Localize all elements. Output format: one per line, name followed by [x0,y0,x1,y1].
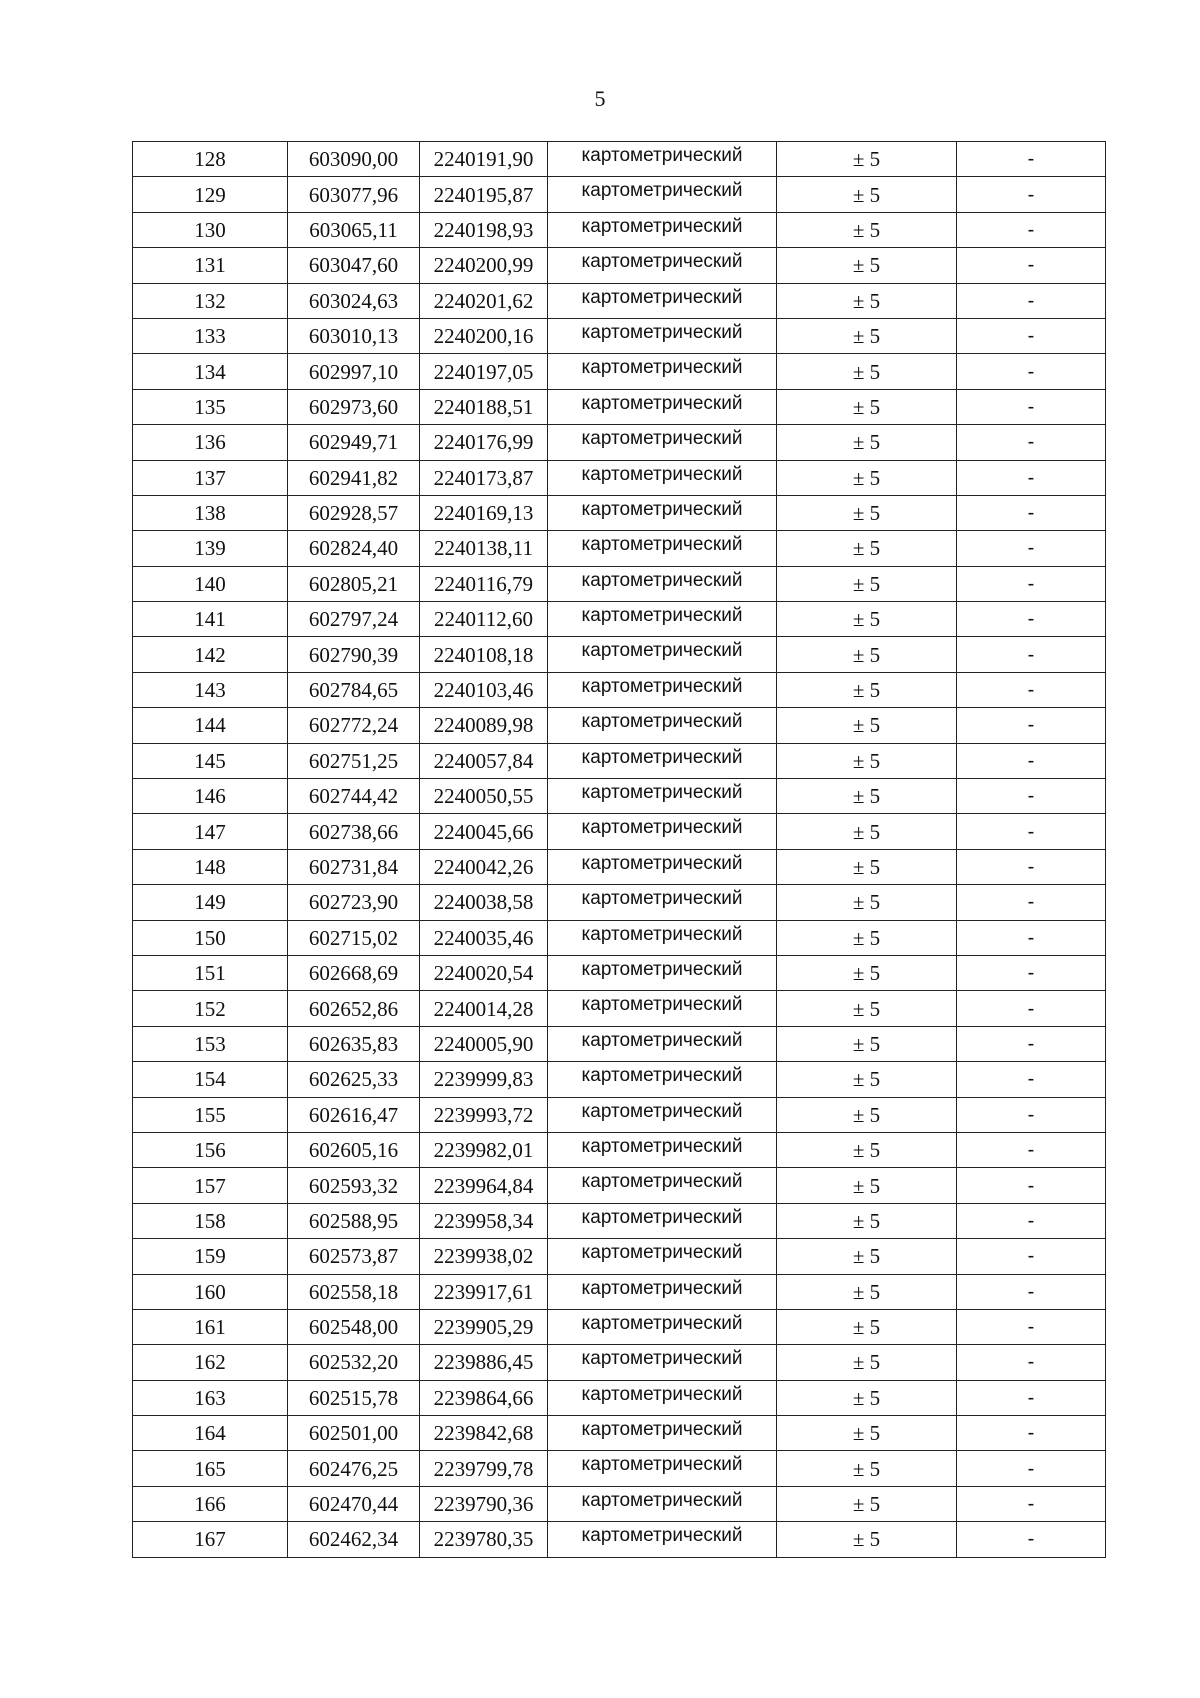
table-row [133,1097,1106,1132]
method-cell: картометрический [548,531,777,566]
method-cell: картометрический [548,849,777,884]
description-cell: - [957,885,1106,920]
table-row [133,814,1106,849]
table-row [133,212,1106,247]
table-row [133,991,1106,1026]
method-cell: картометрический [548,991,777,1026]
x-coordinate-cell: 603090,00 [288,142,420,177]
accuracy-cell: ± 5 [777,1097,957,1132]
y-coordinate-cell: 2240200,16 [420,318,548,353]
y-coordinate-cell: 2240116,79 [420,566,548,601]
method-cell: картометрический [548,212,777,247]
accuracy-cell: ± 5 [777,460,957,495]
point-number-cell: 167 [133,1522,288,1557]
description-cell: - [957,566,1106,601]
accuracy-cell: ± 5 [777,177,957,212]
description-cell: - [957,389,1106,424]
method-cell: картометрический [548,1345,777,1380]
method-cell: картометрический [548,318,777,353]
x-coordinate-cell: 602588,95 [288,1203,420,1238]
method-cell: картометрический [548,389,777,424]
table-row [133,1062,1106,1097]
point-number-cell: 128 [133,142,288,177]
y-coordinate-cell: 2240200,99 [420,248,548,283]
method-cell: картометрический [548,1239,777,1274]
point-number-cell: 131 [133,248,288,283]
accuracy-cell: ± 5 [777,602,957,637]
method-cell: картометрический [548,495,777,530]
accuracy-cell: ± 5 [777,1203,957,1238]
y-coordinate-cell: 2240176,99 [420,425,548,460]
y-coordinate-cell: 2239886,45 [420,1345,548,1380]
x-coordinate-cell: 603065,11 [288,212,420,247]
method-cell: картометрический [548,177,777,212]
x-coordinate-cell: 602625,33 [288,1062,420,1097]
table-row [133,283,1106,318]
method-cell: картометрический [548,1486,777,1521]
accuracy-cell: ± 5 [777,1522,957,1557]
table-row [133,955,1106,990]
x-coordinate-cell: 602744,42 [288,779,420,814]
table-row [133,566,1106,601]
y-coordinate-cell: 2239842,68 [420,1416,548,1451]
y-coordinate-cell: 2239799,78 [420,1451,548,1486]
x-coordinate-cell: 602573,87 [288,1239,420,1274]
point-number-cell: 159 [133,1239,288,1274]
accuracy-cell: ± 5 [777,991,957,1026]
y-coordinate-cell: 2240038,58 [420,885,548,920]
x-coordinate-cell: 602462,34 [288,1522,420,1557]
y-coordinate-cell: 2239982,01 [420,1132,548,1167]
description-cell: - [957,779,1106,814]
x-coordinate-cell: 602784,65 [288,672,420,707]
point-number-cell: 158 [133,1203,288,1238]
method-cell: картометрический [548,1132,777,1167]
accuracy-cell: ± 5 [777,849,957,884]
y-coordinate-cell: 2239864,66 [420,1380,548,1415]
y-coordinate-cell: 2240191,90 [420,142,548,177]
table-row [133,1416,1106,1451]
y-coordinate-cell: 2240195,87 [420,177,548,212]
x-coordinate-cell: 602652,86 [288,991,420,1026]
accuracy-cell: ± 5 [777,743,957,778]
y-coordinate-cell: 2240108,18 [420,637,548,672]
x-coordinate-cell: 602635,83 [288,1026,420,1061]
point-number-cell: 156 [133,1132,288,1167]
accuracy-cell: ± 5 [777,248,957,283]
description-cell: - [957,1097,1106,1132]
point-number-cell: 141 [133,602,288,637]
x-coordinate-cell: 602593,32 [288,1168,420,1203]
point-number-cell: 138 [133,495,288,530]
point-number-cell: 164 [133,1416,288,1451]
y-coordinate-cell: 2239993,72 [420,1097,548,1132]
x-coordinate-cell: 603077,96 [288,177,420,212]
description-cell: - [957,1380,1106,1415]
method-cell: картометрический [548,955,777,990]
point-number-cell: 162 [133,1345,288,1380]
description-cell: - [957,602,1106,637]
point-number-cell: 165 [133,1451,288,1486]
table-row [133,885,1106,920]
point-number-cell: 150 [133,920,288,955]
point-number-cell: 154 [133,1062,288,1097]
accuracy-cell: ± 5 [777,955,957,990]
method-cell: картометрический [548,672,777,707]
method-cell: картометрический [548,248,777,283]
method-cell: картометрический [548,708,777,743]
x-coordinate-cell: 602723,90 [288,885,420,920]
point-number-cell: 157 [133,1168,288,1203]
point-number-cell: 136 [133,425,288,460]
table-row [133,637,1106,672]
description-cell: - [957,1309,1106,1344]
accuracy-cell: ± 5 [777,1239,957,1274]
x-coordinate-cell: 602738,66 [288,814,420,849]
coordinates-table [132,141,1106,1558]
point-number-cell: 166 [133,1486,288,1521]
x-coordinate-cell: 602790,39 [288,637,420,672]
x-coordinate-cell: 602616,47 [288,1097,420,1132]
description-cell: - [957,1062,1106,1097]
point-number-cell: 133 [133,318,288,353]
point-number-cell: 144 [133,708,288,743]
description-cell: - [957,1522,1106,1557]
table-row [133,1522,1106,1557]
accuracy-cell: ± 5 [777,708,957,743]
description-cell: - [957,1132,1106,1167]
y-coordinate-cell: 2239999,83 [420,1062,548,1097]
description-cell: - [957,708,1106,743]
point-number-cell: 152 [133,991,288,1026]
method-cell: картометрический [548,1309,777,1344]
x-coordinate-cell: 602772,24 [288,708,420,743]
x-coordinate-cell: 602751,25 [288,743,420,778]
coordinates-table-body [133,142,1106,1558]
x-coordinate-cell: 602548,00 [288,1309,420,1344]
method-cell: картометрический [548,743,777,778]
method-cell: картометрический [548,425,777,460]
y-coordinate-cell: 2240188,51 [420,389,548,424]
point-number-cell: 134 [133,354,288,389]
description-cell: - [957,425,1106,460]
description-cell: - [957,1486,1106,1521]
method-cell: картометрический [548,566,777,601]
description-cell: - [957,177,1106,212]
description-cell: - [957,354,1106,389]
y-coordinate-cell: 2240005,90 [420,1026,548,1061]
description-cell: - [957,955,1106,990]
accuracy-cell: ± 5 [777,1274,957,1309]
y-coordinate-cell: 2240057,84 [420,743,548,778]
accuracy-cell: ± 5 [777,566,957,601]
y-coordinate-cell: 2240169,13 [420,495,548,530]
point-number-cell: 155 [133,1097,288,1132]
point-number-cell: 148 [133,849,288,884]
table-row [133,1203,1106,1238]
point-number-cell: 161 [133,1309,288,1344]
y-coordinate-cell: 2240173,87 [420,460,548,495]
point-number-cell: 160 [133,1274,288,1309]
table-row [133,531,1106,566]
point-number-cell: 129 [133,177,288,212]
y-coordinate-cell: 2240089,98 [420,708,548,743]
description-cell: - [957,1168,1106,1203]
table-row [133,1132,1106,1167]
point-number-cell: 153 [133,1026,288,1061]
y-coordinate-cell: 2239917,61 [420,1274,548,1309]
x-coordinate-cell: 602997,10 [288,354,420,389]
y-coordinate-cell: 2239938,02 [420,1239,548,1274]
y-coordinate-cell: 2240138,11 [420,531,548,566]
y-coordinate-cell: 2239790,36 [420,1486,548,1521]
table-row [133,743,1106,778]
table-row [133,1345,1106,1380]
x-coordinate-cell: 603010,13 [288,318,420,353]
x-coordinate-cell: 603024,63 [288,283,420,318]
y-coordinate-cell: 2239780,35 [420,1522,548,1557]
method-cell: картометрический [548,885,777,920]
y-coordinate-cell: 2240014,28 [420,991,548,1026]
x-coordinate-cell: 602797,24 [288,602,420,637]
accuracy-cell: ± 5 [777,885,957,920]
table-row [133,425,1106,460]
accuracy-cell: ± 5 [777,389,957,424]
accuracy-cell: ± 5 [777,1486,957,1521]
method-cell: картометрический [548,602,777,637]
description-cell: - [957,318,1106,353]
accuracy-cell: ± 5 [777,1416,957,1451]
y-coordinate-cell: 2239964,84 [420,1168,548,1203]
table-row [133,460,1106,495]
description-cell: - [957,283,1106,318]
method-cell: картометрический [548,779,777,814]
y-coordinate-cell: 2240103,46 [420,672,548,707]
description-cell: - [957,495,1106,530]
table-row [133,849,1106,884]
x-coordinate-cell: 602715,02 [288,920,420,955]
x-coordinate-cell: 602501,00 [288,1416,420,1451]
point-number-cell: 143 [133,672,288,707]
table-row [133,708,1106,743]
accuracy-cell: ± 5 [777,1168,957,1203]
point-number-cell: 149 [133,885,288,920]
description-cell: - [957,672,1106,707]
table-row [133,1380,1106,1415]
accuracy-cell: ± 5 [777,637,957,672]
y-coordinate-cell: 2239905,29 [420,1309,548,1344]
page-number: 5 [594,86,606,111]
method-cell: картометрический [548,814,777,849]
accuracy-cell: ± 5 [777,1132,957,1167]
description-cell: - [957,743,1106,778]
description-cell: - [957,248,1106,283]
x-coordinate-cell: 602949,71 [288,425,420,460]
description-cell: - [957,991,1106,1026]
point-number-cell: 163 [133,1380,288,1415]
x-coordinate-cell: 602805,21 [288,566,420,601]
accuracy-cell: ± 5 [777,920,957,955]
table-row [133,389,1106,424]
table-row [133,672,1106,707]
table-row [133,602,1106,637]
point-number-cell: 146 [133,779,288,814]
x-coordinate-cell: 602824,40 [288,531,420,566]
table-row [133,1451,1106,1486]
table-row [133,1239,1106,1274]
method-cell: картометрический [548,920,777,955]
point-number-cell: 130 [133,212,288,247]
y-coordinate-cell: 2239958,34 [420,1203,548,1238]
description-cell: - [957,849,1106,884]
accuracy-cell: ± 5 [777,1309,957,1344]
method-cell: картометрический [548,1522,777,1557]
method-cell: картометрический [548,1168,777,1203]
accuracy-cell: ± 5 [777,212,957,247]
y-coordinate-cell: 2240201,62 [420,283,548,318]
y-coordinate-cell: 2240112,60 [420,602,548,637]
accuracy-cell: ± 5 [777,1026,957,1061]
y-coordinate-cell: 2240020,54 [420,955,548,990]
description-cell: - [957,1451,1106,1486]
y-coordinate-cell: 2240035,46 [420,920,548,955]
method-cell: картометрический [548,637,777,672]
point-number-cell: 139 [133,531,288,566]
point-number-cell: 140 [133,566,288,601]
point-number-cell: 135 [133,389,288,424]
description-cell: - [957,1416,1106,1451]
description-cell: - [957,212,1106,247]
method-cell: картометрический [548,1274,777,1309]
accuracy-cell: ± 5 [777,1345,957,1380]
description-cell: - [957,531,1106,566]
method-cell: картометрический [548,354,777,389]
description-cell: - [957,460,1106,495]
y-coordinate-cell: 2240042,26 [420,849,548,884]
x-coordinate-cell: 602605,16 [288,1132,420,1167]
description-cell: - [957,637,1106,672]
x-coordinate-cell: 603047,60 [288,248,420,283]
method-cell: картометрический [548,283,777,318]
description-cell: - [957,814,1106,849]
table-row [133,248,1106,283]
accuracy-cell: ± 5 [777,1451,957,1486]
y-coordinate-cell: 2240050,55 [420,779,548,814]
accuracy-cell: ± 5 [777,672,957,707]
method-cell: картометрический [548,1097,777,1132]
table-row [133,177,1106,212]
table-row [133,354,1106,389]
y-coordinate-cell: 2240045,66 [420,814,548,849]
table-row [133,779,1106,814]
point-number-cell: 142 [133,637,288,672]
description-cell: - [957,1026,1106,1061]
accuracy-cell: ± 5 [777,779,957,814]
accuracy-cell: ± 5 [777,1062,957,1097]
table-row [133,1026,1106,1061]
method-cell: картометрический [548,1026,777,1061]
table-row [133,495,1106,530]
description-cell: - [957,1203,1106,1238]
table-row [133,142,1106,177]
x-coordinate-cell: 602558,18 [288,1274,420,1309]
table-row [133,318,1106,353]
table-row [133,920,1106,955]
method-cell: картометрический [548,142,777,177]
x-coordinate-cell: 602515,78 [288,1380,420,1415]
x-coordinate-cell: 602532,20 [288,1345,420,1380]
description-cell: - [957,1239,1106,1274]
method-cell: картометрический [548,1416,777,1451]
y-coordinate-cell: 2240198,93 [420,212,548,247]
accuracy-cell: ± 5 [777,495,957,530]
accuracy-cell: ± 5 [777,814,957,849]
point-number-cell: 132 [133,283,288,318]
x-coordinate-cell: 602668,69 [288,955,420,990]
point-number-cell: 137 [133,460,288,495]
method-cell: картометрический [548,1062,777,1097]
x-coordinate-cell: 602973,60 [288,389,420,424]
table-row [133,1168,1106,1203]
accuracy-cell: ± 5 [777,425,957,460]
description-cell: - [957,920,1106,955]
accuracy-cell: ± 5 [777,318,957,353]
y-coordinate-cell: 2240197,05 [420,354,548,389]
accuracy-cell: ± 5 [777,142,957,177]
method-cell: картометрический [548,460,777,495]
x-coordinate-cell: 602941,82 [288,460,420,495]
description-cell: - [957,142,1106,177]
x-coordinate-cell: 602476,25 [288,1451,420,1486]
accuracy-cell: ± 5 [777,354,957,389]
point-number-cell: 151 [133,955,288,990]
table-row [133,1309,1106,1344]
description-cell: - [957,1345,1106,1380]
x-coordinate-cell: 602731,84 [288,849,420,884]
description-cell: - [957,1274,1106,1309]
point-number-cell: 147 [133,814,288,849]
point-number-cell: 145 [133,743,288,778]
table-row [133,1274,1106,1309]
method-cell: картометрический [548,1380,777,1415]
x-coordinate-cell: 602470,44 [288,1486,420,1521]
method-cell: картометрический [548,1451,777,1486]
table-row [133,1486,1106,1521]
accuracy-cell: ± 5 [777,283,957,318]
accuracy-cell: ± 5 [777,1380,957,1415]
method-cell: картометрический [548,1203,777,1238]
x-coordinate-cell: 602928,57 [288,495,420,530]
accuracy-cell: ± 5 [777,531,957,566]
